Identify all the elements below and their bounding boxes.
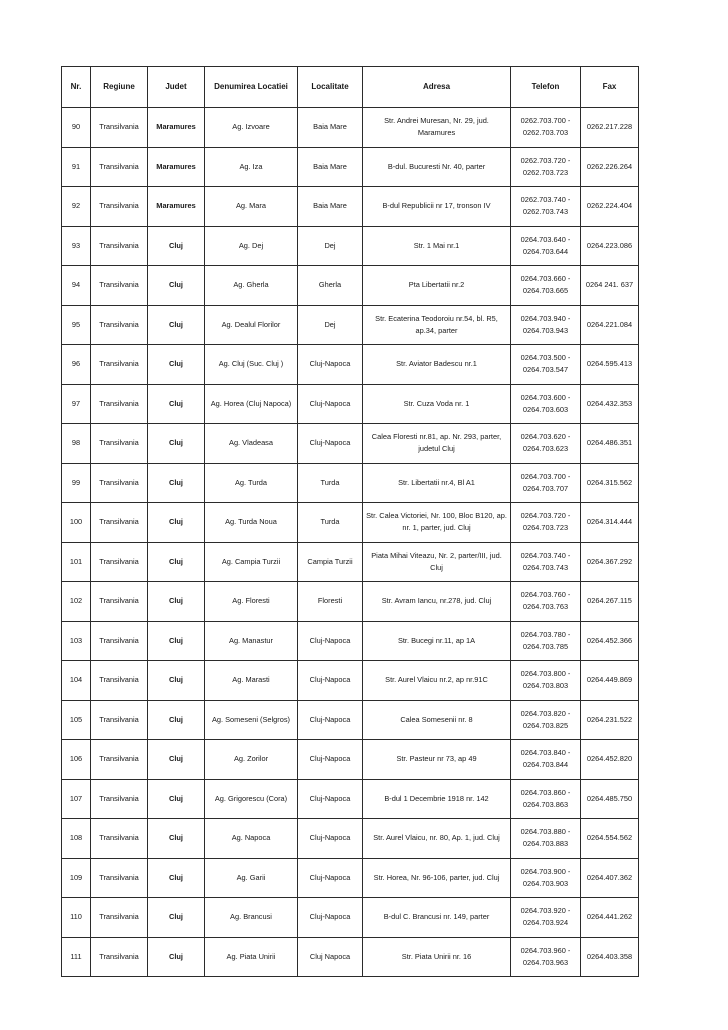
header-denumire: Denumirea Locatiei xyxy=(205,67,298,108)
cell-regiune: Transilvania xyxy=(91,226,148,266)
cell-judet: Cluj xyxy=(148,779,205,819)
cell-nr: 102 xyxy=(62,582,91,622)
cell-fax: 0264.314.444 xyxy=(581,503,639,543)
cell-adresa: Str. Andrei Muresan, Nr. 29, jud. Maramures xyxy=(363,108,511,148)
cell-nr: 106 xyxy=(62,740,91,780)
cell-fax: 0264.267.115 xyxy=(581,582,639,622)
cell-localitate: Baia Mare xyxy=(298,108,363,148)
cell-adresa: Str. Avram Iancu, nr.278, jud. Cluj xyxy=(363,582,511,622)
cell-fax: 0264.407.362 xyxy=(581,858,639,898)
cell-nr: 97 xyxy=(62,384,91,424)
cell-telefon: 0264.703.800 - 0264.703.803 xyxy=(511,661,581,701)
cell-adresa: Str. Aurel Vlaicu nr.2, ap nr.91C xyxy=(363,661,511,701)
header-localitate: Localitate xyxy=(298,67,363,108)
cell-adresa: B-dul C. Brancusi nr. 149, parter xyxy=(363,898,511,938)
cell-fax: 0264.449.869 xyxy=(581,661,639,701)
table-row xyxy=(62,582,639,622)
cell-localitate: Cluj Napoca xyxy=(298,937,363,977)
cell-regiune: Transilvania xyxy=(91,147,148,187)
cell-regiune: Transilvania xyxy=(91,345,148,385)
cell-fax: 0264.485.750 xyxy=(581,779,639,819)
cell-regiune: Transilvania xyxy=(91,424,148,464)
cell-regiune: Transilvania xyxy=(91,937,148,977)
header-judet: Judet xyxy=(148,67,205,108)
cell-judet: Cluj xyxy=(148,384,205,424)
cell-denumire: Ag. Floresti xyxy=(205,582,298,622)
cell-denumire: Ag. Manastur xyxy=(205,621,298,661)
cell-telefon: 0264.703.740 - 0264.703.743 xyxy=(511,542,581,582)
cell-telefon: 0264.703.720 - 0264.703.723 xyxy=(511,503,581,543)
cell-adresa: Calea Floresti nr.81, ap. Nr. 293, parter, judetul Cluj xyxy=(363,424,511,464)
table-row xyxy=(62,937,639,977)
cell-judet: Cluj xyxy=(148,582,205,622)
cell-denumire: Ag. Gherla xyxy=(205,266,298,306)
table-body xyxy=(62,108,639,977)
cell-regiune: Transilvania xyxy=(91,740,148,780)
cell-telefon: 0264.703.620 - 0264.703.623 xyxy=(511,424,581,464)
cell-telefon: 0264.703.660 - 0264.703.665 xyxy=(511,266,581,306)
cell-telefon: 0264.703.880 - 0264.703.883 xyxy=(511,819,581,859)
table-row xyxy=(62,226,639,266)
table-row xyxy=(62,661,639,701)
table-row xyxy=(62,187,639,227)
header-telefon: Telefon xyxy=(511,67,581,108)
table-row xyxy=(62,779,639,819)
cell-judet: Cluj xyxy=(148,503,205,543)
cell-fax: 0264.432.353 xyxy=(581,384,639,424)
cell-telefon: 0264.703.940 - 0264.703.943 xyxy=(511,305,581,345)
cell-nr: 105 xyxy=(62,700,91,740)
table-row xyxy=(62,898,639,938)
cell-localitate: Cluj-Napoca xyxy=(298,424,363,464)
cell-judet: Cluj xyxy=(148,937,205,977)
cell-localitate: Cluj-Napoca xyxy=(298,740,363,780)
cell-fax: 0264.231.522 xyxy=(581,700,639,740)
cell-localitate: Dej xyxy=(298,226,363,266)
cell-regiune: Transilvania xyxy=(91,858,148,898)
cell-judet: Cluj xyxy=(148,266,205,306)
cell-denumire: Ag. Piata Unirii xyxy=(205,937,298,977)
cell-fax: 0264.452.820 xyxy=(581,740,639,780)
cell-localitate: Dej xyxy=(298,305,363,345)
table-row xyxy=(62,108,639,148)
cell-regiune: Transilvania xyxy=(91,661,148,701)
cell-localitate: Turda xyxy=(298,503,363,543)
cell-telefon: 0262.703.720 - 0262.703.723 xyxy=(511,147,581,187)
cell-nr: 104 xyxy=(62,661,91,701)
cell-fax: 0264.486.351 xyxy=(581,424,639,464)
cell-nr: 99 xyxy=(62,463,91,503)
cell-judet: Cluj xyxy=(148,621,205,661)
cell-denumire: Ag. Garii xyxy=(205,858,298,898)
cell-fax: 0264.441.262 xyxy=(581,898,639,938)
cell-nr: 107 xyxy=(62,779,91,819)
table-row xyxy=(62,384,639,424)
cell-regiune: Transilvania xyxy=(91,108,148,148)
cell-localitate: Gherla xyxy=(298,266,363,306)
cell-denumire: Ag. Iza xyxy=(205,147,298,187)
cell-fax: 0262.226.264 xyxy=(581,147,639,187)
cell-adresa: Str. Libertatii nr.4, Bl A1 xyxy=(363,463,511,503)
cell-judet: Maramures xyxy=(148,108,205,148)
cell-adresa: Str. Cuza Voda nr. 1 xyxy=(363,384,511,424)
cell-telefon: 0264.703.500 - 0264.703.547 xyxy=(511,345,581,385)
cell-denumire: Ag. Marasti xyxy=(205,661,298,701)
cell-adresa: Str. 1 Mai nr.1 xyxy=(363,226,511,266)
cell-judet: Cluj xyxy=(148,345,205,385)
cell-telefon: 0264.703.640 - 0264.703.644 xyxy=(511,226,581,266)
table-row xyxy=(62,147,639,187)
cell-denumire: Ag. Napoca xyxy=(205,819,298,859)
cell-nr: 90 xyxy=(62,108,91,148)
cell-adresa: B-dul. Bucuresti Nr. 40, parter xyxy=(363,147,511,187)
cell-localitate: Baia Mare xyxy=(298,187,363,227)
cell-regiune: Transilvania xyxy=(91,266,148,306)
cell-telefon: 0264.703.860 - 0264.703.863 xyxy=(511,779,581,819)
cell-denumire: Ag. Zorilor xyxy=(205,740,298,780)
cell-localitate: Cluj-Napoca xyxy=(298,779,363,819)
cell-fax: 0264.367.292 xyxy=(581,542,639,582)
cell-nr: 96 xyxy=(62,345,91,385)
cell-denumire: Ag. Turda xyxy=(205,463,298,503)
cell-nr: 100 xyxy=(62,503,91,543)
cell-telefon: 0262.703.700 - 0262.703.703 xyxy=(511,108,581,148)
cell-adresa: Calea Somesenii nr. 8 xyxy=(363,700,511,740)
cell-judet: Cluj xyxy=(148,463,205,503)
cell-regiune: Transilvania xyxy=(91,621,148,661)
cell-regiune: Transilvania xyxy=(91,582,148,622)
cell-adresa: Str. Horea, Nr. 96-106, parter, jud. Cluj xyxy=(363,858,511,898)
cell-adresa: B-dul 1 Decembrie 1918 nr. 142 xyxy=(363,779,511,819)
cell-denumire: Ag. Campia Turzii xyxy=(205,542,298,582)
cell-adresa: Str. Bucegi nr.11, ap 1A xyxy=(363,621,511,661)
table-row xyxy=(62,503,639,543)
header-regiune: Regiune xyxy=(91,67,148,108)
cell-judet: Cluj xyxy=(148,740,205,780)
header-row xyxy=(62,67,639,108)
cell-nr: 94 xyxy=(62,266,91,306)
cell-nr: 93 xyxy=(62,226,91,266)
cell-adresa: Piata Mihai Viteazu, Nr. 2, parter/III, jud. Cluj xyxy=(363,542,511,582)
cell-denumire: Ag. Brancusi xyxy=(205,898,298,938)
cell-adresa: Str. Calea Victoriei, Nr. 100, Bloc B120, ap. nr. 1, parter, jud. Cluj xyxy=(363,503,511,543)
cell-denumire: Ag. Someseni (Selgros) xyxy=(205,700,298,740)
cell-fax: 0264.554.562 xyxy=(581,819,639,859)
cell-denumire: Ag. Horea (Cluj Napoca) xyxy=(205,384,298,424)
cell-telefon: 0264.703.700 - 0264.703.707 xyxy=(511,463,581,503)
cell-nr: 103 xyxy=(62,621,91,661)
table-row xyxy=(62,345,639,385)
cell-telefon: 0262.703.740 - 0262.703.743 xyxy=(511,187,581,227)
cell-judet: Cluj xyxy=(148,898,205,938)
cell-fax: 0264.403.358 xyxy=(581,937,639,977)
cell-fax: 0264.595.413 xyxy=(581,345,639,385)
cell-fax: 0262.217.228 xyxy=(581,108,639,148)
cell-judet: Cluj xyxy=(148,226,205,266)
cell-denumire: Ag. Mara xyxy=(205,187,298,227)
header-adresa: Adresa xyxy=(363,67,511,108)
cell-telefon: 0264.703.600 - 0264.703.603 xyxy=(511,384,581,424)
cell-judet: Maramures xyxy=(148,147,205,187)
cell-regiune: Transilvania xyxy=(91,384,148,424)
cell-regiune: Transilvania xyxy=(91,187,148,227)
cell-localitate: Campia Turzii xyxy=(298,542,363,582)
table-row xyxy=(62,542,639,582)
cell-judet: Cluj xyxy=(148,819,205,859)
cell-localitate: Cluj-Napoca xyxy=(298,661,363,701)
cell-localitate: Cluj-Napoca xyxy=(298,621,363,661)
cell-regiune: Transilvania xyxy=(91,898,148,938)
document-page xyxy=(61,66,638,977)
cell-judet: Maramures xyxy=(148,187,205,227)
table-row xyxy=(62,621,639,661)
cell-localitate: Floresti xyxy=(298,582,363,622)
cell-localitate: Cluj-Napoca xyxy=(298,898,363,938)
cell-denumire: Ag. Vladeasa xyxy=(205,424,298,464)
cell-judet: Cluj xyxy=(148,661,205,701)
cell-localitate: Cluj-Napoca xyxy=(298,345,363,385)
cell-denumire: Ag. Cluj (Suc. Cluj ) xyxy=(205,345,298,385)
cell-nr: 111 xyxy=(62,937,91,977)
cell-adresa: Pta Libertatii nr.2 xyxy=(363,266,511,306)
cell-localitate: Cluj-Napoca xyxy=(298,384,363,424)
table-row xyxy=(62,858,639,898)
cell-localitate: Cluj-Napoca xyxy=(298,700,363,740)
cell-nr: 101 xyxy=(62,542,91,582)
cell-telefon: 0264.703.900 - 0264.703.903 xyxy=(511,858,581,898)
cell-regiune: Transilvania xyxy=(91,542,148,582)
cell-telefon: 0264.703.840 - 0264.703.844 xyxy=(511,740,581,780)
cell-telefon: 0264.703.760 - 0264.703.763 xyxy=(511,582,581,622)
cell-judet: Cluj xyxy=(148,858,205,898)
cell-judet: Cluj xyxy=(148,700,205,740)
cell-telefon: 0264.703.960 - 0264.703.963 xyxy=(511,937,581,977)
header-fax: Fax xyxy=(581,67,639,108)
cell-nr: 98 xyxy=(62,424,91,464)
cell-denumire: Ag. Izvoare xyxy=(205,108,298,148)
cell-nr: 91 xyxy=(62,147,91,187)
cell-localitate: Cluj-Napoca xyxy=(298,858,363,898)
cell-fax: 0264.315.562 xyxy=(581,463,639,503)
cell-regiune: Transilvania xyxy=(91,305,148,345)
cell-denumire: Ag. Dealul Florilor xyxy=(205,305,298,345)
cell-adresa: Str. Pasteur nr 73, ap 49 xyxy=(363,740,511,780)
cell-nr: 92 xyxy=(62,187,91,227)
cell-judet: Cluj xyxy=(148,542,205,582)
table-row xyxy=(62,463,639,503)
cell-localitate: Cluj-Napoca xyxy=(298,819,363,859)
cell-adresa: Str. Aurel Vlaicu, nr. 80, Ap. 1, jud. Cluj xyxy=(363,819,511,859)
cell-adresa: Str. Ecaterina Teodoroiu nr.54, bl. R5, ap.34, parter xyxy=(363,305,511,345)
table-row xyxy=(62,819,639,859)
cell-judet: Cluj xyxy=(148,424,205,464)
header-nr: Nr. xyxy=(62,67,91,108)
table-row xyxy=(62,305,639,345)
cell-regiune: Transilvania xyxy=(91,503,148,543)
cell-denumire: Ag. Grigorescu (Cora) xyxy=(205,779,298,819)
cell-nr: 108 xyxy=(62,819,91,859)
cell-localitate: Turda xyxy=(298,463,363,503)
cell-adresa: Str. Piata Unirii nr. 16 xyxy=(363,937,511,977)
cell-adresa: B-dul Republicii nr 17, tronson IV xyxy=(363,187,511,227)
cell-regiune: Transilvania xyxy=(91,779,148,819)
table-row xyxy=(62,700,639,740)
cell-nr: 110 xyxy=(62,898,91,938)
cell-regiune: Transilvania xyxy=(91,819,148,859)
cell-fax: 0264.452.366 xyxy=(581,621,639,661)
cell-denumire: Ag. Turda Noua xyxy=(205,503,298,543)
cell-fax: 0264.221.084 xyxy=(581,305,639,345)
cell-fax: 0264.223.086 xyxy=(581,226,639,266)
cell-fax: 0262.224.404 xyxy=(581,187,639,227)
locations-table xyxy=(61,66,639,977)
cell-adresa: Str. Aviator Badescu nr.1 xyxy=(363,345,511,385)
table-row xyxy=(62,424,639,464)
cell-localitate: Baia Mare xyxy=(298,147,363,187)
table-row xyxy=(62,266,639,306)
cell-denumire: Ag. Dej xyxy=(205,226,298,266)
cell-telefon: 0264.703.820 - 0264.703.825 xyxy=(511,700,581,740)
cell-regiune: Transilvania xyxy=(91,700,148,740)
cell-telefon: 0264.703.780 - 0264.703.785 xyxy=(511,621,581,661)
cell-judet: Cluj xyxy=(148,305,205,345)
cell-fax: 0264 241. 637 xyxy=(581,266,639,306)
cell-nr: 95 xyxy=(62,305,91,345)
cell-telefon: 0264.703.920 - 0264.703.924 xyxy=(511,898,581,938)
cell-regiune: Transilvania xyxy=(91,463,148,503)
table-row xyxy=(62,740,639,780)
cell-nr: 109 xyxy=(62,858,91,898)
